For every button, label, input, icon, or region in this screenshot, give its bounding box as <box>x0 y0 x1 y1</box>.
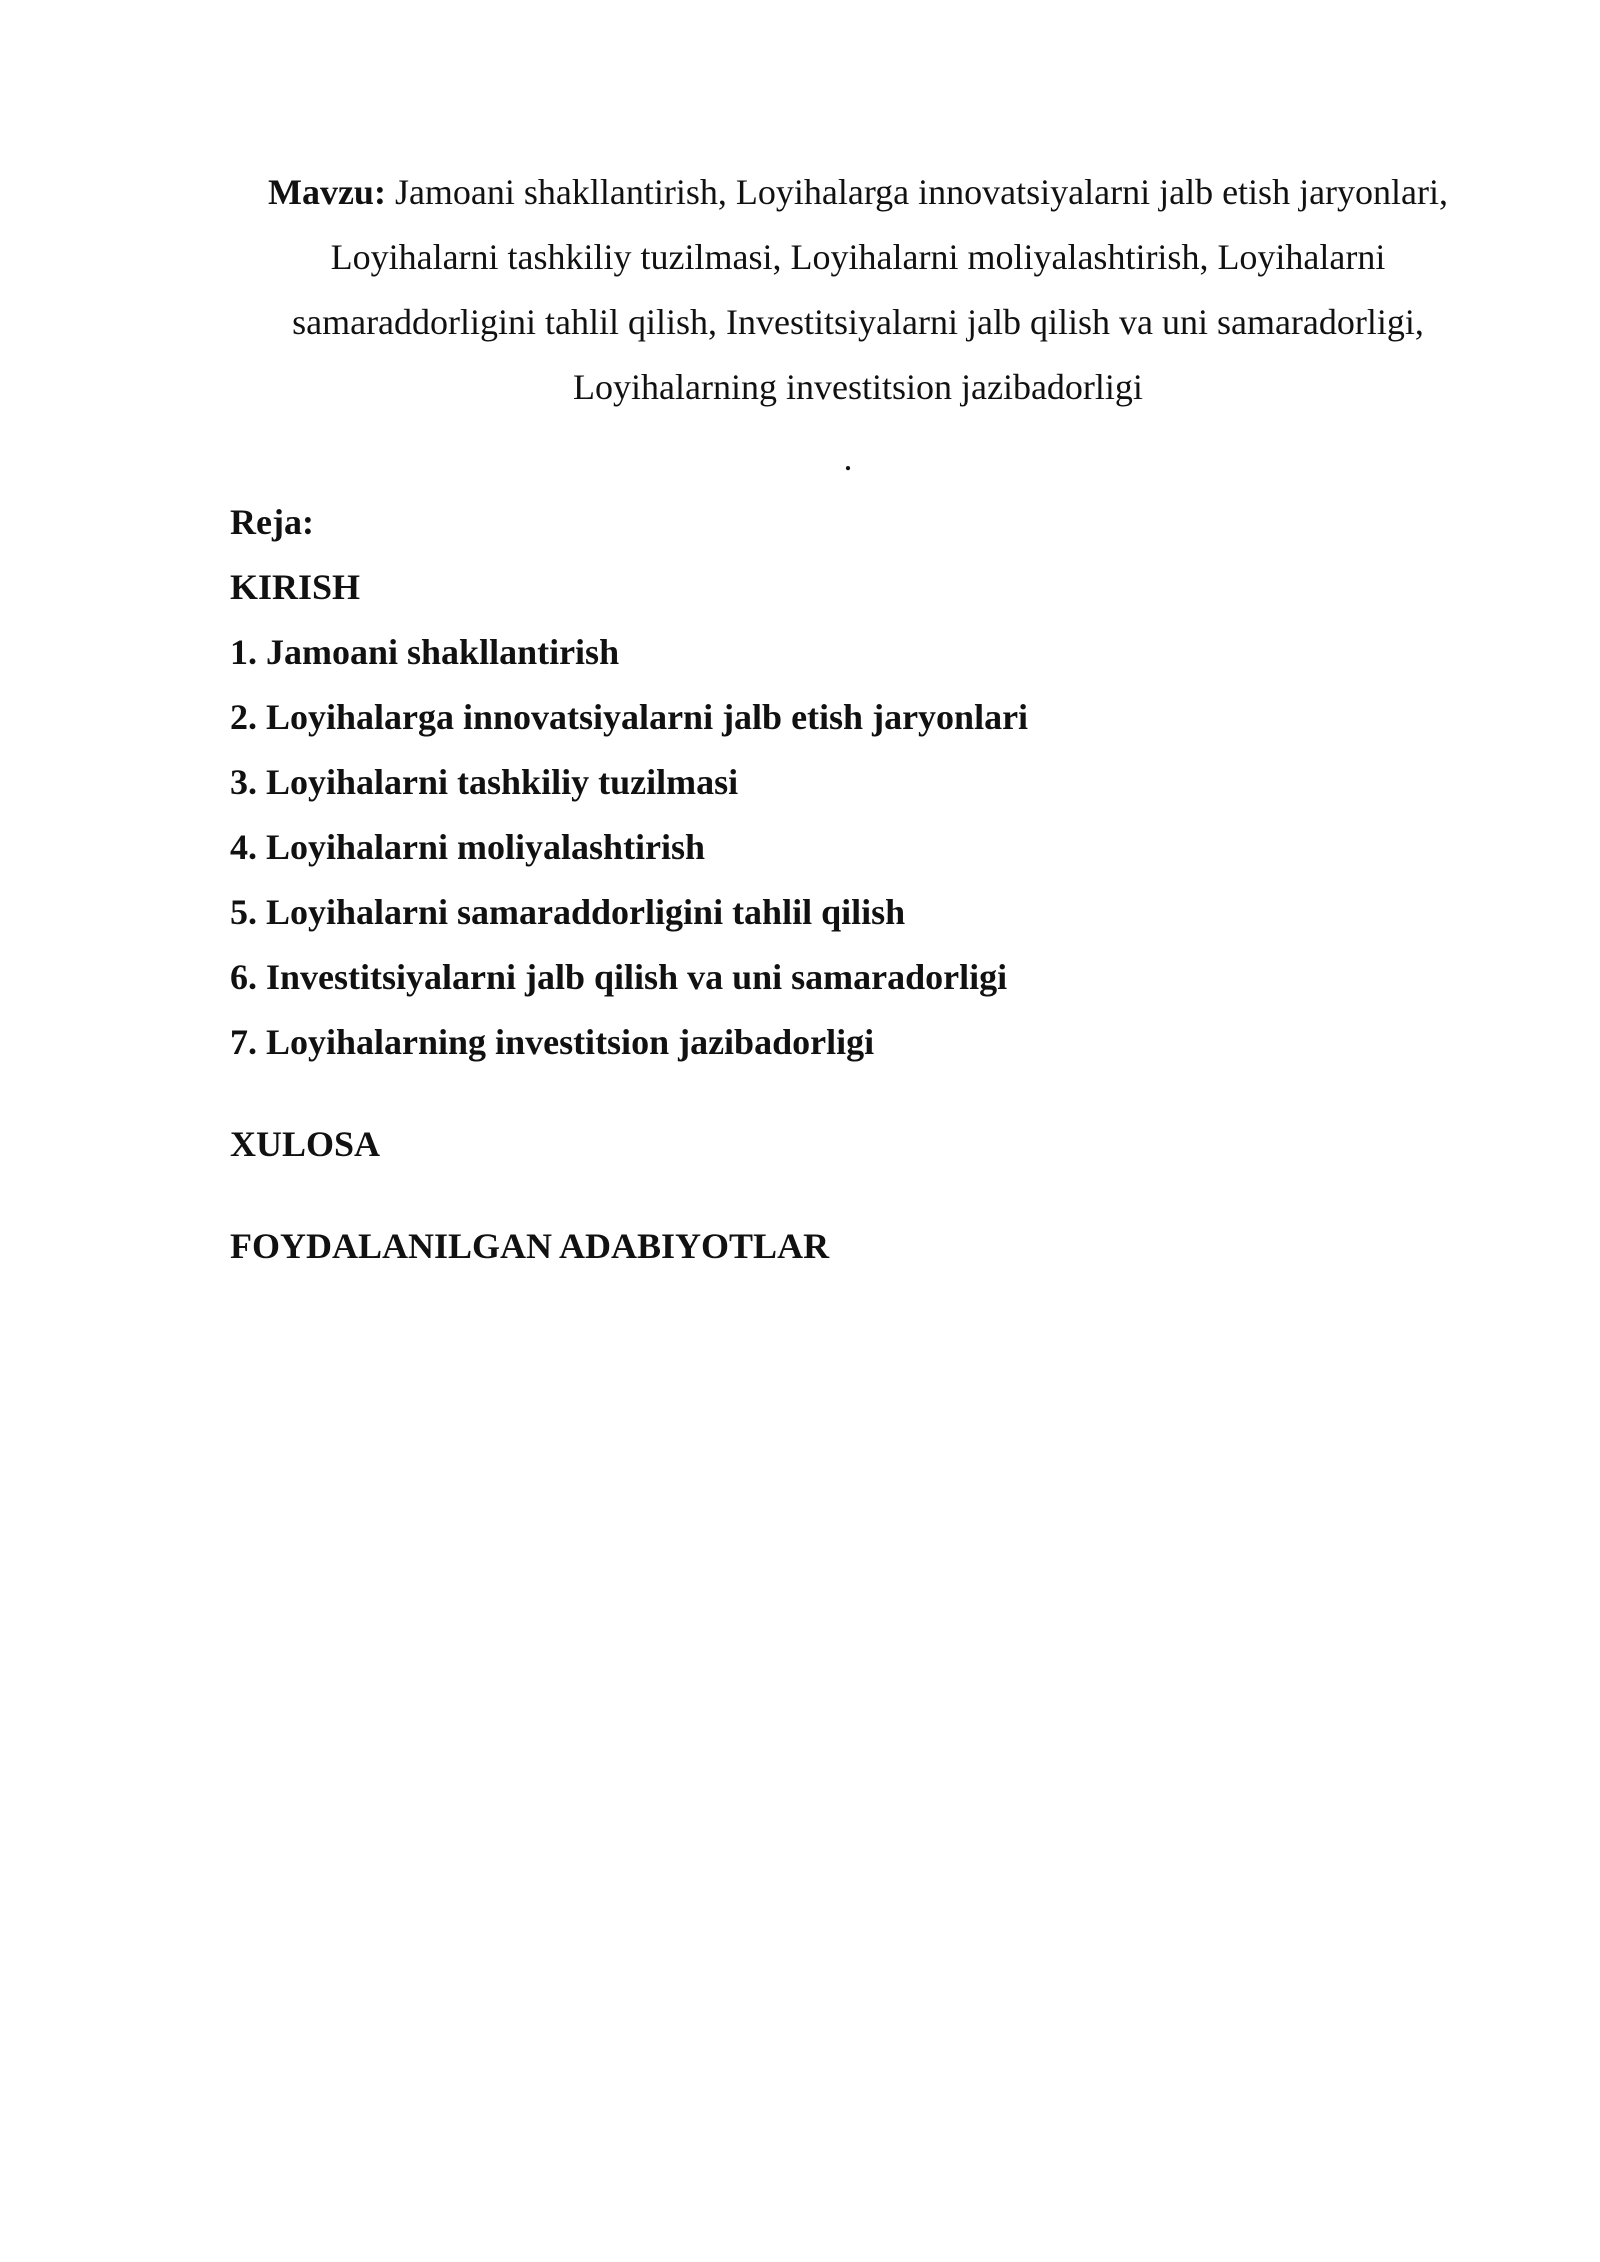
plan-item: 6. Investitsiyalarni jalb qilish va uni samaradorligi <box>230 957 1008 997</box>
plan-intro: KIRISH <box>230 567 361 607</box>
plan-heading: Reja: <box>230 502 314 542</box>
topic-label: Mavzu: <box>267 172 386 212</box>
plan-conclusion: XULOSA <box>230 1124 381 1164</box>
plan-references: FOYDALANILGAN ADABIYOTLAR <box>230 1226 830 1266</box>
plan-item: 5. Loyihalarni samaraddorligini tahlil qilish <box>230 892 906 932</box>
plan-section <box>230 490 1430 1279</box>
plan-item: 4. Loyihalarni moliyalashtirish <box>230 827 706 867</box>
plan-item: 7. Loyihalarning investitsion jazibadorligi <box>230 1022 875 1062</box>
separator-dot: . <box>843 438 853 478</box>
plan-item: 3. Loyihalarni tashkiliy tuzilmasi <box>230 762 739 802</box>
topic-paragraph <box>228 160 1488 420</box>
plan-item: 1. Jamoani shakllantirish <box>230 632 620 672</box>
topic-text: Jamoani shakllantirish, Loyihalarga innovatsiyalarni jalb etish jaryonlari, Loyihalarni tashkiliy tuzilmasi, Loyihalarni moliyalashtirish, Loyihalarni samaraddorligini tahlil qilish, Investitsiyalarni jalb qilish va uni samaradorligi, Loyihalarning investitsion jazibadorligi <box>292 172 1449 407</box>
plan-item: 2. Loyihalarga innovatsiyalarni jalb etish jaryonlari <box>230 697 1029 737</box>
